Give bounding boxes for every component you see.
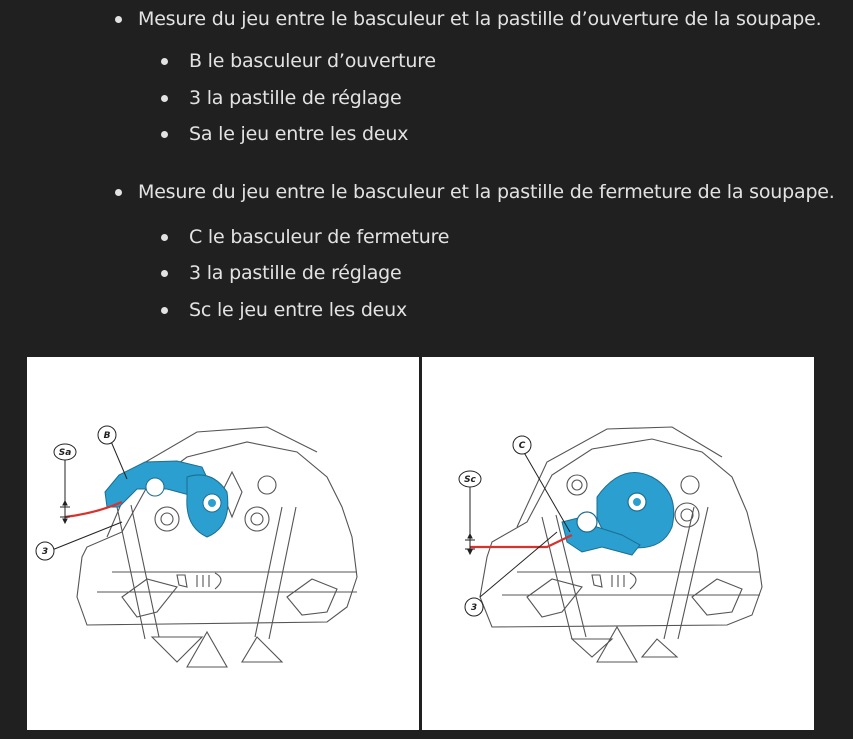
svg-text:B: B bbox=[103, 431, 111, 441]
svg-text:Sa: Sa bbox=[58, 448, 72, 458]
bullet-icon bbox=[161, 270, 168, 277]
gap-line bbox=[470, 535, 572, 547]
engine-head-illustration-right bbox=[422, 357, 814, 730]
bullet-icon bbox=[115, 189, 122, 196]
svg-text:C: C bbox=[518, 441, 526, 451]
shim-callout bbox=[36, 542, 54, 560]
svg-text:3: 3 bbox=[41, 547, 49, 557]
diagram-closing-rocker bbox=[422, 357, 814, 730]
bullet-icon bbox=[161, 58, 168, 65]
bullet-icon bbox=[161, 131, 168, 138]
gap-callout bbox=[459, 471, 481, 487]
svg-text:Sc: Sc bbox=[464, 475, 476, 485]
svg-text:3: 3 bbox=[470, 603, 478, 613]
bullet-icon bbox=[115, 16, 122, 23]
shim-callout bbox=[465, 598, 483, 616]
diagram-opening-rocker bbox=[27, 357, 419, 730]
engine-head-illustration-left bbox=[27, 357, 419, 730]
rocker-callout bbox=[98, 426, 116, 444]
gap-callout bbox=[54, 444, 76, 460]
bullet-icon bbox=[161, 95, 168, 102]
rocker-callout bbox=[513, 436, 531, 454]
bullet-icon bbox=[161, 307, 168, 314]
bullet-icon bbox=[161, 234, 168, 241]
